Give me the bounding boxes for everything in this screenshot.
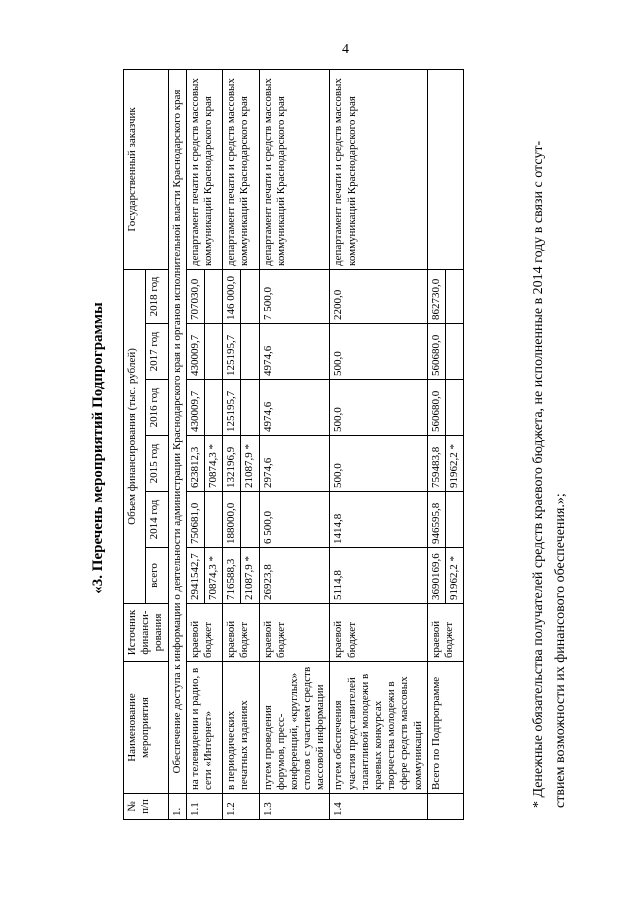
value-cell: 6 500,0 <box>259 492 330 548</box>
table-row <box>186 69 204 819</box>
footnote <box>528 88 573 808</box>
row-customer: департамент печати и средств массовых коммуникаций Краснодарского края <box>223 69 259 269</box>
page-title: «3. Перечень мероприятий Подпрограммы <box>90 302 106 594</box>
section-num: 1. <box>168 794 186 820</box>
value-cell <box>445 380 463 436</box>
value-cell: 946595,8 <box>427 492 445 548</box>
value-cell: 91962,2 * <box>445 548 463 604</box>
header-year: всего <box>146 548 168 604</box>
value-cell: 5114,8 <box>330 548 427 604</box>
header-year: 2017 год <box>146 324 168 380</box>
value-cell <box>204 380 222 436</box>
value-cell: 500,0 <box>330 324 427 380</box>
value-cell: 759483,8 <box>427 436 445 492</box>
header-customer: Государственный заказчик <box>124 69 169 269</box>
value-cell: 560680,0 <box>427 380 445 436</box>
value-cell: 70874,3 * <box>204 436 222 492</box>
row-num: 1.4 <box>330 794 427 820</box>
row-customer: департамент печати и средств массовых коммуникаций Краснодарского края <box>186 69 222 269</box>
value-cell: 125195,7 <box>223 324 241 380</box>
value-cell: 500,0 <box>330 380 427 436</box>
total-row <box>427 69 445 819</box>
row-customer: департамент печати и средств массовых коммуникаций Краснодарского края <box>330 69 427 269</box>
value-cell: 2200,0 <box>330 269 427 323</box>
total-num <box>427 794 463 820</box>
value-cell <box>204 324 222 380</box>
header-source: Источник финанси-рования <box>124 604 169 662</box>
header-volume: Объем финансирования (тыс. рублей) <box>124 269 146 603</box>
row-source: краевой бюджет <box>186 604 222 662</box>
row-name: в периодических печатных изданиях <box>223 662 259 794</box>
table-row <box>330 69 427 819</box>
rotated-content <box>87 68 607 828</box>
value-cell: 132196,9 <box>223 436 241 492</box>
value-cell: 125195,7 <box>223 380 241 436</box>
header-name: Наименование мероприятия <box>124 662 169 794</box>
value-cell <box>241 324 259 380</box>
value-cell: 707030,0 <box>186 269 204 323</box>
total-customer <box>427 69 463 269</box>
value-cell: 862730,0 <box>427 269 445 323</box>
footnote-line: * Денежные обязательства получателей средств краевого бюджета, не исполненные в 2014 году в связи с отсут- <box>531 140 546 808</box>
value-cell: 560680,0 <box>427 324 445 380</box>
value-cell: 500,0 <box>330 436 427 492</box>
section-text: Обеспечение доступа к информации о деятельности администрации Краснодарского края и органов исполнительной власти Краснодарского края <box>168 69 186 793</box>
value-cell: 2941542,7 <box>186 548 204 604</box>
value-cell <box>204 269 222 323</box>
table-row <box>259 69 330 819</box>
value-cell: 716588,3 <box>223 548 241 604</box>
header-year: 2014 год <box>146 492 168 548</box>
value-cell: 4974,6 <box>259 324 330 380</box>
header-year: 2016 год <box>146 380 168 436</box>
row-num: 1.3 <box>259 794 330 820</box>
row-customer: департамент печати и средств массовых коммуникаций Краснодарского края <box>259 69 330 269</box>
footnote-line: ствием возможности их финансового обеспечения.»; <box>553 493 569 808</box>
row-name: путем обеспечения участия представителей талантливой молодежи в краевых конкурсах творчества молодежи в сфере средств массовых коммуникаций <box>330 662 427 794</box>
row-num: 1.1 <box>186 794 222 820</box>
total-source: краевой бюджет <box>427 604 463 662</box>
value-cell: 4974,6 <box>259 380 330 436</box>
value-cell <box>445 324 463 380</box>
value-cell <box>204 492 222 548</box>
header-year: 2018 год <box>146 269 168 323</box>
row-source: краевой бюджет <box>223 604 259 662</box>
value-cell: 146 000,0 <box>223 269 241 323</box>
value-cell: 7 500,0 <box>259 269 330 323</box>
header-num: № п/п <box>124 794 169 820</box>
row-num: 1.2 <box>223 794 259 820</box>
value-cell: 623812,3 <box>186 436 204 492</box>
value-cell <box>241 492 259 548</box>
value-cell <box>241 380 259 436</box>
value-cell: 2974,6 <box>259 436 330 492</box>
header-row <box>124 69 146 819</box>
value-cell: 21087,9 * <box>241 548 259 604</box>
value-cell: 21087,9 * <box>241 436 259 492</box>
header-year: 2015 год <box>146 436 168 492</box>
value-cell: 91962,2 * <box>445 436 463 492</box>
row-source: краевой бюджет <box>259 604 330 662</box>
total-name: Всего по Подпрограмме <box>427 662 463 794</box>
row-source: краевой бюджет <box>330 604 427 662</box>
page-number: 4 <box>342 42 349 57</box>
row-name: на телевидении и радио, в сети «Интернет» <box>186 662 222 794</box>
value-cell: 1414,8 <box>330 492 427 548</box>
value-cell: 750681,0 <box>186 492 204 548</box>
value-cell: 430009,7 <box>186 380 204 436</box>
table-row <box>223 69 241 819</box>
value-cell: 26923,8 <box>259 548 330 604</box>
value-cell: 70874,3 * <box>204 548 222 604</box>
value-cell <box>445 269 463 323</box>
measures-table <box>123 69 464 820</box>
value-cell <box>445 492 463 548</box>
value-cell <box>241 269 259 323</box>
value-cell: 188000,0 <box>223 492 241 548</box>
row-name: путем проведения форумов, пресс-конференций, «круглых» столов с участием средств массовой информации <box>259 662 330 794</box>
section-row <box>168 69 186 819</box>
value-cell: 3690169,6 <box>427 548 445 604</box>
value-cell: 430009,7 <box>186 324 204 380</box>
